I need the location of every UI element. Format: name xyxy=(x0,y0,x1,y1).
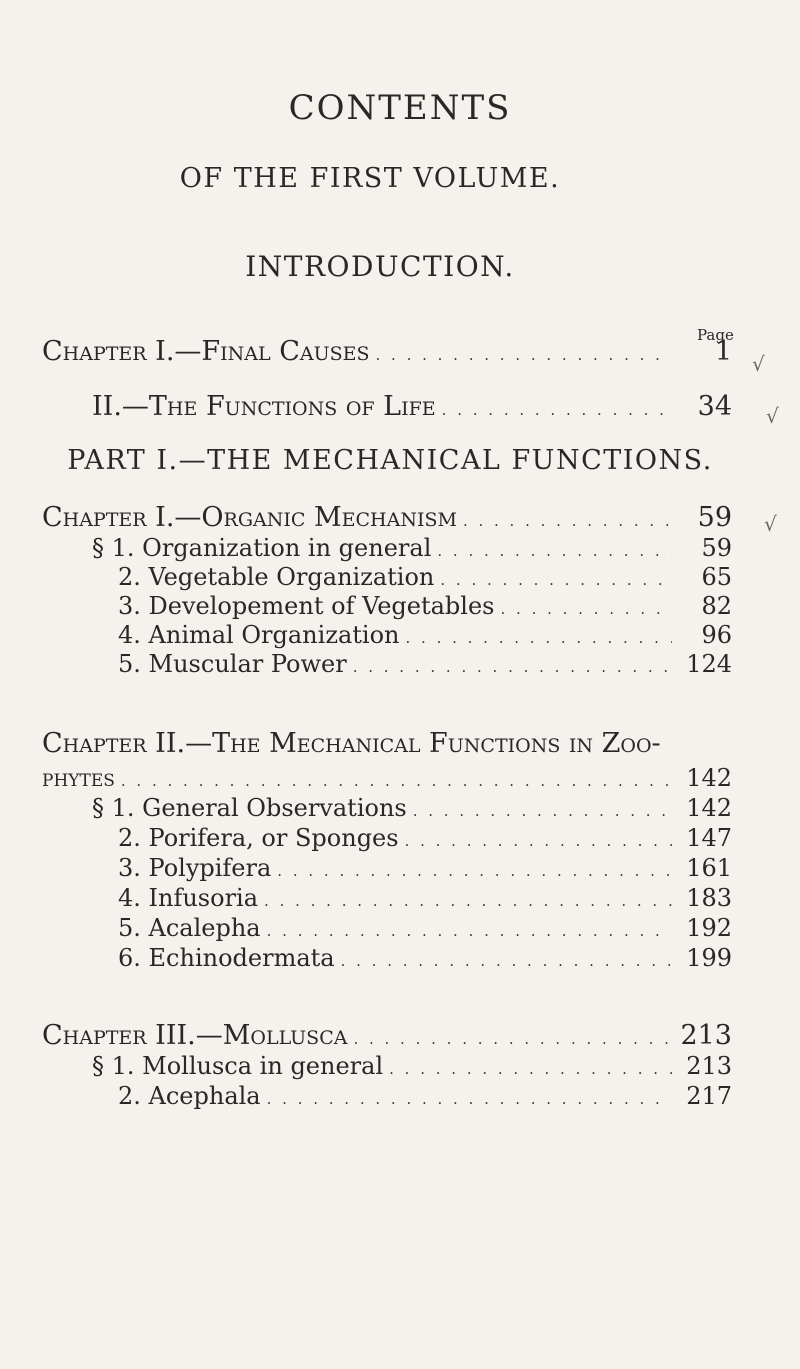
toc-entry-page: 65 xyxy=(701,563,732,591)
toc-entry-page: 199 xyxy=(686,944,732,972)
toc-entry-page: 82 xyxy=(701,592,732,620)
toc-chapter[interactable] xyxy=(42,1020,732,1051)
toc-section[interactable] xyxy=(92,1052,732,1080)
leader-dots xyxy=(271,862,672,880)
leader-dots xyxy=(258,892,672,910)
toc-section[interactable] xyxy=(118,650,732,678)
toc-section[interactable] xyxy=(92,534,732,562)
toc-entry-page: 192 xyxy=(686,914,732,942)
toc-entry-label: § 1. General Observations xyxy=(92,794,407,822)
toc-section[interactable] xyxy=(118,1082,732,1110)
toc-entry-label: 2. Porifera, or Sponges xyxy=(118,824,399,852)
leader-dots xyxy=(431,542,672,560)
toc-chapter[interactable] xyxy=(42,764,732,792)
toc-entry-label: 4. Animal Organization xyxy=(118,621,400,649)
toc-section[interactable] xyxy=(118,824,732,852)
toc-entry-page: 213 xyxy=(686,1052,732,1080)
toc-entry-label: Chapter I.—Organic Mechanism xyxy=(42,502,457,533)
leader-dots xyxy=(400,629,673,647)
toc-entry-label: phytes xyxy=(42,764,115,792)
toc-entry-page: 1 xyxy=(714,336,732,367)
toc-entry-page: 59 xyxy=(701,534,732,562)
leader-dots xyxy=(436,401,672,419)
toc-section[interactable] xyxy=(118,854,732,882)
margin-check-mark: √ xyxy=(766,404,779,428)
toc-section[interactable] xyxy=(118,914,732,942)
toc-entry[interactable] xyxy=(42,336,732,367)
toc-entry-label: II.—The Functions of Life xyxy=(92,391,436,422)
toc-entry-page: 34 xyxy=(697,391,732,422)
toc-entry-label: 5. Muscular Power xyxy=(118,650,347,678)
toc-section[interactable] xyxy=(118,944,732,972)
toc-entry-label: 3. Developement of Vegetables xyxy=(118,592,495,620)
leader-dots xyxy=(261,922,672,940)
leader-dots xyxy=(347,1030,672,1048)
leader-dots xyxy=(261,1090,672,1108)
toc-section[interactable] xyxy=(92,794,732,822)
part-title: PART I.—THE MECHANICAL FUNCTIONS. xyxy=(67,445,713,476)
toc-chapter-line1[interactable]: Chapter II.—The Mechanical Functions in Zoo- xyxy=(42,728,661,759)
toc-section[interactable] xyxy=(118,592,732,620)
toc-entry-page: 59 xyxy=(697,502,732,533)
toc-entry-label: 2. Vegetable Organization xyxy=(118,563,435,591)
toc-entry-label: 6. Echinodermata xyxy=(118,944,335,972)
toc-entry-page: 96 xyxy=(701,621,732,649)
leader-dots xyxy=(434,571,672,589)
toc-entry-page: 217 xyxy=(686,1082,732,1110)
toc-entry-page: 161 xyxy=(686,854,732,882)
toc-chapter[interactable] xyxy=(42,502,732,533)
leader-dots xyxy=(495,600,673,618)
toc-entry-label: 2. Acephala xyxy=(118,1082,261,1110)
toc-entry-page: 147 xyxy=(686,824,732,852)
toc-entry[interactable] xyxy=(92,391,732,422)
toc-entry-label: Chapter I.—Final Causes xyxy=(42,336,370,367)
page-column-label: Page xyxy=(697,326,734,344)
margin-check-mark: √ xyxy=(764,512,777,536)
toc-entry-label: 5. Acalepha xyxy=(118,914,261,942)
toc-entry-label: Chapter III.—Mollusca xyxy=(42,1020,348,1051)
toc-entry-page: 183 xyxy=(686,884,732,912)
leader-dots xyxy=(115,772,672,790)
toc-section[interactable] xyxy=(118,563,732,591)
toc-section[interactable] xyxy=(118,621,732,649)
toc-entry-label: 3. Polypifera xyxy=(118,854,272,882)
toc-entry-page: 213 xyxy=(680,1020,732,1051)
leader-dots xyxy=(407,802,672,820)
toc-entry-label: § 1. Mollusca in general xyxy=(92,1052,384,1080)
toc-entry-label: 4. Infusoria xyxy=(118,884,259,912)
introduction-title: INTRODUCTION. xyxy=(245,250,515,283)
leader-dots xyxy=(399,832,672,850)
leader-dots xyxy=(383,1060,672,1078)
contents-heading: CONTENTS xyxy=(288,88,512,128)
toc-entry-page: 124 xyxy=(686,650,732,678)
leader-dots xyxy=(457,512,672,530)
contents-subheading: OF THE FIRST VOLUME. xyxy=(179,163,561,194)
leader-dots xyxy=(335,952,672,970)
toc-entry-page: 142 xyxy=(686,764,732,792)
toc-entry-label: § 1. Organization in general xyxy=(92,534,432,562)
margin-check-mark: √ xyxy=(752,352,765,376)
leader-dots xyxy=(347,658,672,676)
toc-entry-page: 142 xyxy=(686,794,732,822)
leader-dots xyxy=(370,346,673,364)
toc-section[interactable] xyxy=(118,884,732,912)
